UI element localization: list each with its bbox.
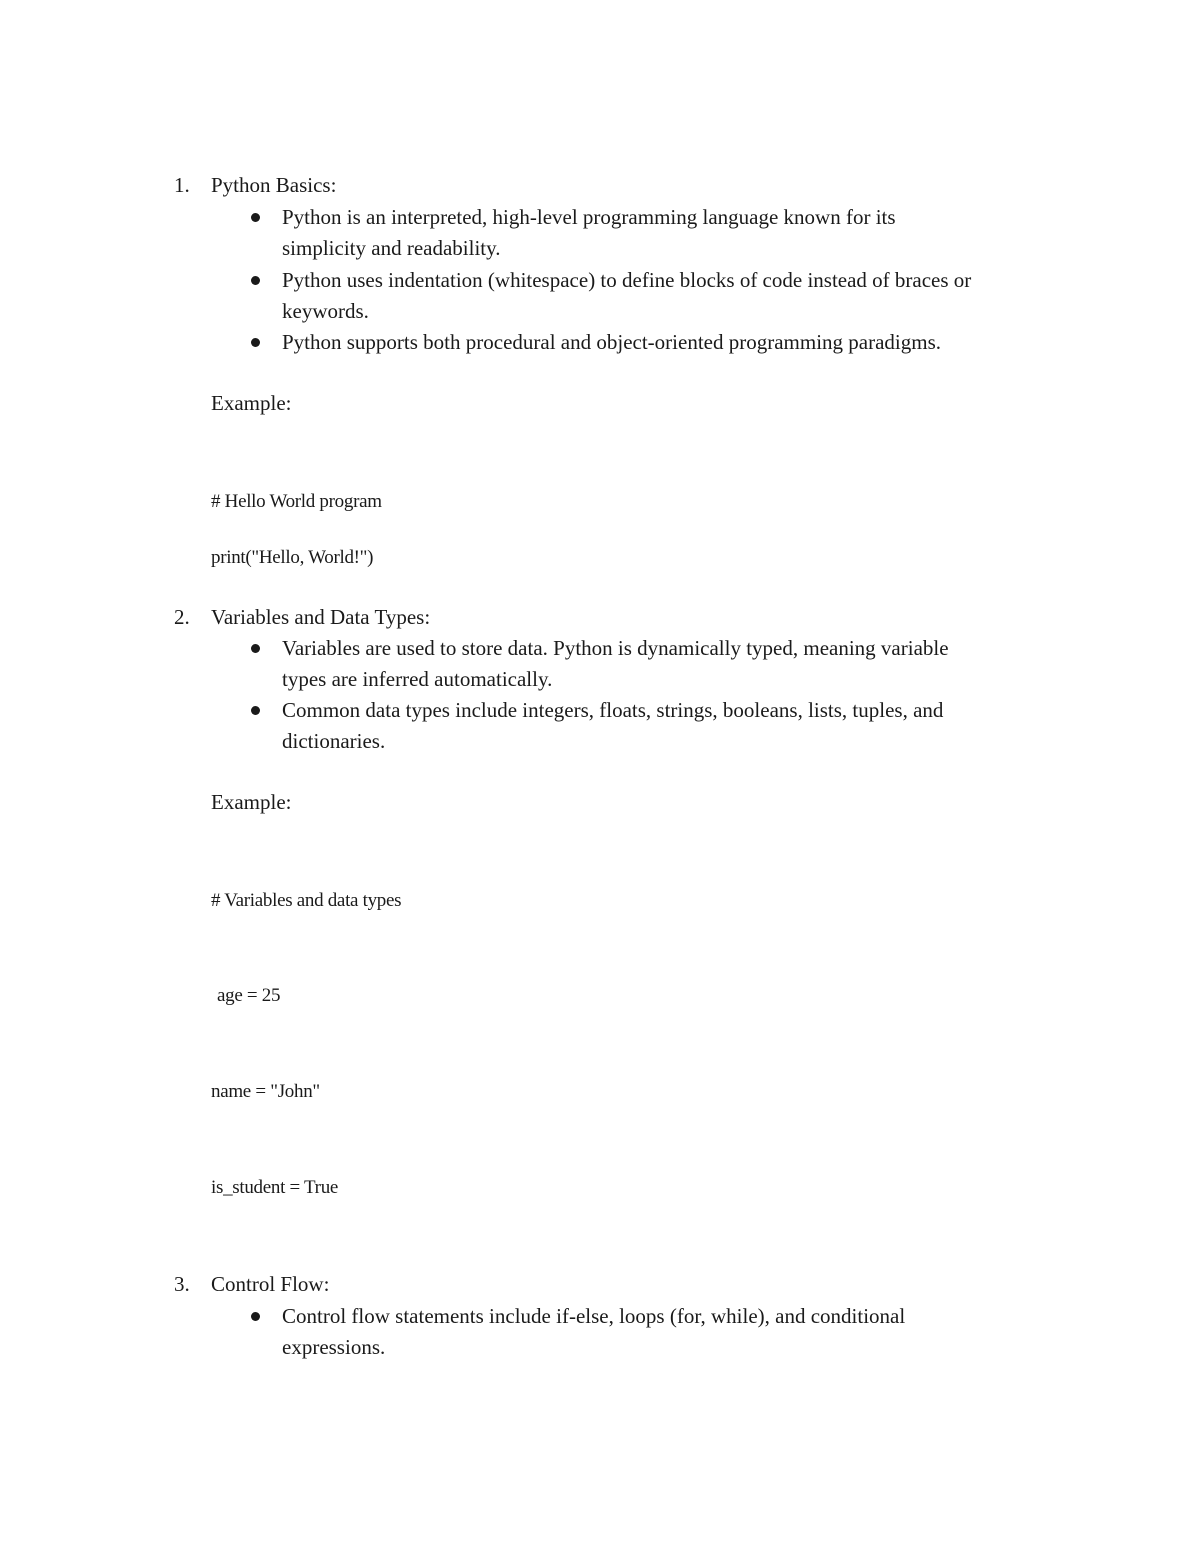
list-number: 3.: [174, 1272, 190, 1296]
bullet-text-line: Control flow statements include if-else, loops (for, while), and conditional: [282, 1304, 906, 1328]
bullet-text-line: dictionaries.: [282, 729, 386, 753]
bullet-icon: [251, 706, 260, 715]
bullet-icon: [251, 644, 260, 653]
bullet-text-line: simplicity and readability.: [282, 236, 501, 260]
bullet-text-line: Python is an interpreted, high-level programming language known for its: [282, 205, 896, 229]
example-label: Example:: [211, 391, 292, 415]
bullet-text-line: Python uses indentation (whitespace) to define blocks of code instead of braces or: [282, 268, 972, 292]
code-line: is_student = True: [211, 1177, 339, 1198]
bullet-text-line: keywords.: [282, 299, 369, 323]
code-line: # Hello World program: [211, 491, 382, 512]
bullet-text-line: Variables are used to store data. Python is dynamically typed, meaning variable: [282, 636, 949, 660]
list-number: 2.: [174, 605, 190, 629]
code-line: name = "John": [211, 1081, 320, 1102]
bullet-text-line: Python supports both procedural and object-oriented programming paradigms.: [282, 330, 942, 354]
section-heading: Control Flow:: [211, 1272, 330, 1296]
code-line: # Variables and data types: [211, 890, 402, 911]
bullet-text-line: Common data types include integers, floats, strings, booleans, lists, tuples, and: [282, 698, 944, 722]
bullet-text-line: types are inferred automatically.: [282, 667, 553, 691]
bullet-icon: [251, 213, 260, 222]
bullet-icon: [251, 1312, 260, 1321]
list-number: 1.: [174, 173, 190, 197]
code-line: age = 25: [217, 985, 281, 1006]
section-heading: Python Basics:: [211, 173, 337, 197]
bullet-icon: [251, 276, 260, 285]
section-heading: Variables and Data Types:: [211, 605, 431, 629]
code-line: print("Hello, World!"): [211, 547, 374, 568]
bullet-icon: [251, 338, 260, 347]
example-label: Example:: [211, 790, 292, 814]
bullet-text-line: expressions.: [282, 1335, 386, 1359]
